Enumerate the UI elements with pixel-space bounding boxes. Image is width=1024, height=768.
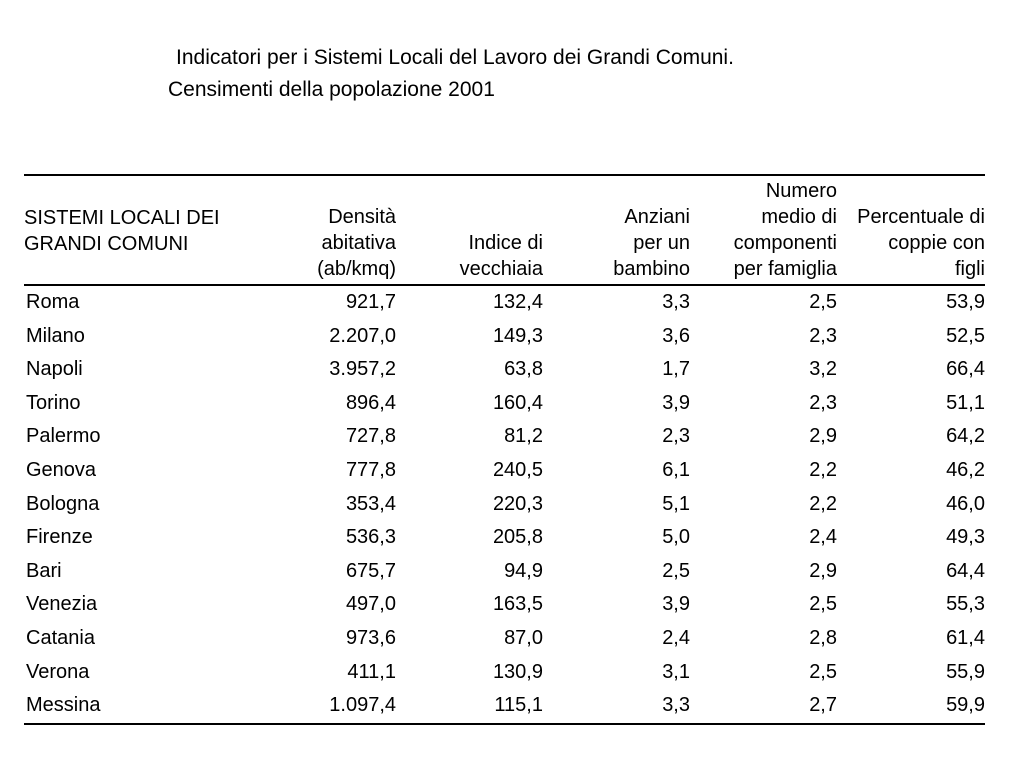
column-header-line: medio di	[761, 206, 837, 228]
cell-densita: 2.207,0	[329, 324, 396, 347]
cell-coppie-figli: 52,5	[946, 324, 985, 347]
cell-anziani: 2,4	[662, 626, 690, 649]
cell-coppie-figli: 46,0	[946, 492, 985, 515]
cell-sistema: Messina	[26, 694, 101, 717]
cell-densita: 921,7	[345, 291, 396, 313]
column-header-line: coppie con	[888, 232, 985, 254]
cell-sistema: Bari	[26, 559, 62, 582]
cell-componenti: 2,5	[809, 291, 837, 313]
cell-densita: 973,6	[345, 626, 396, 649]
cell-indice-vecchiaia: 220,3	[492, 492, 543, 515]
column-header-line: GRANDI COMUNI	[24, 233, 189, 255]
cell-densita: 353,4	[345, 492, 396, 515]
cell-densita: 896,4	[345, 391, 396, 414]
column-header-densita	[284, 175, 396, 285]
cell-anziani: 3,3	[662, 694, 690, 717]
cell-sistema: Genova	[26, 458, 97, 481]
cell-densita: 3.957,2	[329, 358, 396, 381]
table-row	[24, 521, 985, 555]
column-header-line: SISTEMI LOCALI DEI	[24, 207, 220, 229]
cell-componenti: 2,2	[809, 458, 837, 481]
table-row	[24, 488, 985, 522]
cell-indice-vecchiaia: 63,8	[504, 358, 543, 381]
cell-componenti: 3,2	[809, 358, 837, 381]
table-row	[24, 420, 985, 454]
indicators-table	[24, 174, 985, 725]
table-row	[24, 555, 985, 589]
cell-sistema: Milano	[26, 324, 85, 347]
column-header-sistemi-locali	[24, 175, 284, 285]
cell-densita: 497,0	[345, 593, 396, 616]
cell-indice-vecchiaia: 94,9	[504, 559, 543, 582]
table-body	[24, 285, 985, 724]
cell-indice-vecchiaia: 240,5	[492, 458, 543, 481]
column-header-line: vecchiaia	[459, 258, 543, 280]
table-row	[24, 588, 985, 622]
column-header-indice-vecchiaia	[396, 175, 543, 285]
cell-sistema: Palermo	[26, 425, 101, 448]
cell-sistema: Verona	[26, 660, 90, 683]
cell-sistema: Napoli	[26, 358, 83, 381]
table-row	[24, 320, 985, 354]
cell-coppie-figli: 66,4	[946, 358, 985, 381]
table-row	[24, 387, 985, 421]
cell-indice-vecchiaia: 163,5	[492, 593, 543, 616]
cell-densita: 675,7	[345, 559, 396, 582]
cell-indice-vecchiaia: 160,4	[492, 391, 543, 414]
cell-sistema: Venezia	[26, 593, 98, 616]
cell-sistema: Bologna	[26, 492, 100, 515]
table-row	[24, 353, 985, 387]
cell-indice-vecchiaia: 81,2	[504, 425, 543, 448]
cell-anziani: 3,9	[662, 391, 690, 414]
cell-coppie-figli: 55,3	[946, 593, 985, 616]
cell-coppie-figli: 64,2	[946, 425, 985, 448]
cell-indice-vecchiaia: 115,1	[494, 694, 543, 717]
cell-componenti: 2,4	[809, 526, 837, 549]
header-row	[24, 175, 985, 285]
cell-coppie-figli: 46,2	[946, 458, 985, 481]
column-header-line: Percentuale di	[857, 206, 985, 228]
table-row	[24, 285, 985, 320]
table-row	[24, 454, 985, 488]
cell-coppie-figli: 64,4	[946, 559, 985, 582]
cell-indice-vecchiaia: 87,0	[504, 626, 543, 649]
cell-sistema: Torino	[26, 391, 81, 414]
cell-sistema: Catania	[26, 626, 95, 649]
cell-anziani: 3,6	[662, 324, 690, 347]
column-header-line: (ab/kmq)	[317, 258, 396, 280]
page-subtitle: Censimenti della popolazione 2001	[168, 78, 495, 101]
cell-densita: 1.097,4	[329, 694, 396, 717]
column-header-componenti	[690, 175, 837, 285]
cell-indice-vecchiaia: 130,9	[492, 660, 543, 683]
table-row	[24, 689, 985, 724]
cell-coppie-figli: 59,9	[946, 694, 985, 717]
column-header-line: Anziani	[624, 206, 690, 228]
column-header-line: Densità	[328, 206, 396, 228]
page-title: Indicatori per i Sistemi Locali del Lavoro dei Grandi Comuni.	[176, 46, 734, 69]
column-header-coppie-figli	[837, 175, 985, 285]
table-header	[24, 175, 985, 285]
cell-coppie-figli: 51,1	[946, 391, 985, 414]
column-header-line: per un	[633, 232, 690, 254]
cell-sistema: Firenze	[26, 526, 93, 549]
cell-anziani: 6,1	[662, 458, 690, 481]
cell-densita: 411,1	[347, 660, 396, 683]
cell-componenti: 2,9	[809, 425, 837, 448]
cell-anziani: 2,3	[662, 425, 690, 448]
column-header-line: componenti	[733, 232, 837, 254]
cell-componenti: 2,7	[809, 694, 837, 717]
cell-anziani: 2,5	[662, 559, 690, 582]
cell-componenti: 2,9	[809, 559, 837, 582]
table-row	[24, 622, 985, 656]
column-header-line: Indice di	[468, 232, 543, 254]
cell-anziani: 3,3	[662, 291, 690, 313]
cell-anziani: 5,0	[662, 526, 690, 549]
cell-componenti: 2,8	[809, 626, 837, 649]
column-header-line: abitativa	[321, 232, 396, 254]
cell-anziani: 3,9	[662, 593, 690, 616]
cell-componenti: 2,2	[809, 492, 837, 515]
cell-densita: 536,3	[345, 526, 396, 549]
cell-anziani: 3,1	[662, 660, 690, 683]
cell-sistema: Roma	[26, 291, 80, 313]
cell-indice-vecchiaia: 149,3	[492, 324, 543, 347]
cell-coppie-figli: 53,9	[946, 291, 985, 313]
indicators-table-container	[24, 174, 985, 725]
cell-anziani: 5,1	[662, 492, 690, 515]
cell-componenti: 2,5	[809, 660, 837, 683]
cell-componenti: 2,3	[809, 324, 837, 347]
table-row	[24, 656, 985, 690]
cell-anziani: 1,7	[662, 358, 690, 381]
cell-componenti: 2,3	[809, 391, 837, 414]
column-header-line: bambino	[613, 258, 690, 280]
column-header-line: figli	[954, 258, 985, 280]
cell-componenti: 2,5	[809, 593, 837, 616]
column-header-line: Numero	[765, 180, 837, 202]
cell-indice-vecchiaia: 132,4	[492, 291, 543, 313]
column-header-anziani	[543, 175, 690, 285]
cell-coppie-figli: 55,9	[946, 660, 985, 683]
cell-indice-vecchiaia: 205,8	[492, 526, 543, 549]
column-header-line: per famiglia	[733, 258, 837, 280]
cell-densita: 727,8	[345, 425, 396, 448]
cell-coppie-figli: 49,3	[946, 526, 985, 549]
cell-coppie-figli: 61,4	[946, 626, 985, 649]
cell-densita: 777,8	[345, 458, 396, 481]
